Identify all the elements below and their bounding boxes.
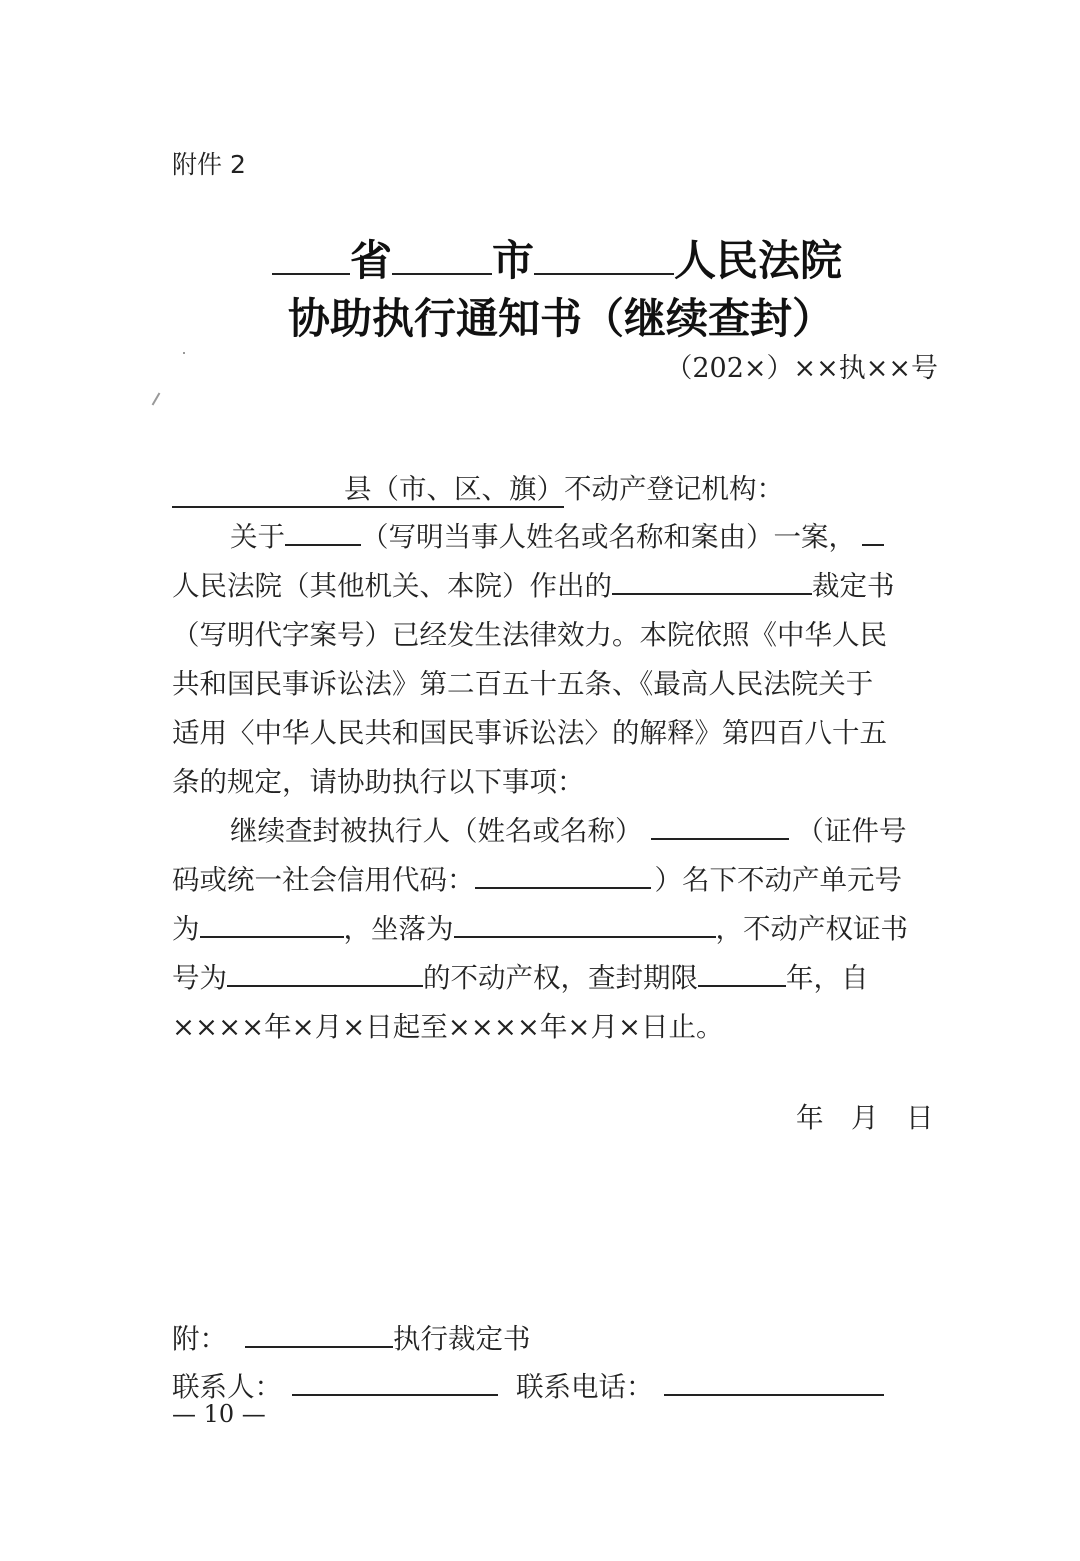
para2-l2-b: ）名下不动产单元号	[654, 864, 902, 896]
case-number: （202×）××执××号	[665, 353, 938, 384]
scan-speck	[152, 392, 161, 405]
para1-l1-b: （写明当事人姓名或名称和案由）一案，	[361, 521, 856, 553]
para2-l3-b: ，坐落为	[343, 913, 454, 945]
credit-code-blank	[475, 861, 651, 889]
para2-line1	[230, 808, 907, 848]
para2-l3-c: ，不动产权证书	[715, 913, 908, 945]
ruling-blank	[612, 567, 812, 595]
para2-l4-b: 的不动产权，查封期限	[423, 962, 698, 994]
page-number: — 10 —	[172, 1400, 266, 1428]
para1-l2-a: 人民法院（其他机关、本院）作出的	[172, 570, 612, 602]
para2-l1-b: （证件号	[796, 815, 907, 847]
para2-l4-c: 年，自	[786, 962, 869, 994]
addressee	[172, 466, 784, 508]
para1-line4: 共和国民事诉讼法》第二百五十五条、《最高人民法院关于	[172, 668, 874, 700]
title-line-1	[272, 228, 842, 288]
para1-l2-b: 裁定书	[812, 570, 895, 602]
para2-l1-a: 继续查封被执行人（姓名或名称）	[230, 815, 643, 847]
para2-line4	[172, 955, 869, 995]
title-city: 市	[492, 236, 535, 285]
executee-blank	[651, 812, 789, 840]
contact-person-label: 联系人：	[172, 1371, 282, 1403]
para2-line5: ××××年×月×日起至××××年×月×日止。	[172, 1011, 724, 1043]
para1-line1	[230, 514, 884, 554]
addressee-suffix: 不动产登记机构：	[564, 473, 784, 505]
para1-line6: 条的规定，请协助执行以下事项：	[172, 766, 585, 798]
para2-l3-a: 为	[172, 913, 200, 945]
court-name-blank	[862, 518, 884, 546]
attachment-footer-suffix: 执行裁定书	[393, 1323, 531, 1355]
contact-phone-label: 联系电话：	[516, 1371, 654, 1403]
province-blank	[272, 233, 350, 275]
party-blank	[285, 518, 361, 546]
scan-speck	[183, 352, 185, 354]
para2-l4-a: 号为	[172, 962, 227, 994]
city-blank	[392, 233, 492, 275]
attachment-footer-label: 附：	[172, 1323, 227, 1355]
certificate-number-blank	[227, 959, 423, 987]
para2-l2-a: 码或统一社会信用代码：	[172, 864, 475, 896]
title-province: 省	[350, 236, 393, 285]
attachment-footer	[172, 1316, 531, 1356]
addressee-underlined	[172, 466, 564, 508]
title-line-2: 协助执行通知书（继续查封）	[288, 294, 835, 343]
contact-phone-blank	[664, 1368, 884, 1396]
unit-number-blank	[200, 910, 344, 938]
para2-line3	[172, 906, 908, 946]
attachment-label: 附件 2	[172, 150, 246, 179]
ruling-name-blank	[245, 1320, 393, 1348]
contact-line	[172, 1364, 884, 1404]
court-blank	[534, 233, 674, 275]
contact-person-blank	[292, 1368, 498, 1396]
date-line: 年 月 日	[796, 1102, 934, 1134]
para1-l1-a: 关于	[230, 521, 285, 553]
para1-line3: （写明代字案号）已经发生法律效力。本院依照《中华人民	[172, 619, 887, 651]
title-court: 人民法院	[674, 236, 843, 285]
para1-line2	[172, 563, 895, 603]
location-blank	[454, 910, 716, 938]
addressee-text: 县（市、区、旗）	[344, 473, 564, 505]
term-blank	[698, 959, 786, 987]
para1-line5: 适用〈中华人民共和国民事诉讼法〉的解释》第四百八十五	[172, 717, 887, 749]
para2-line2	[172, 857, 902, 897]
